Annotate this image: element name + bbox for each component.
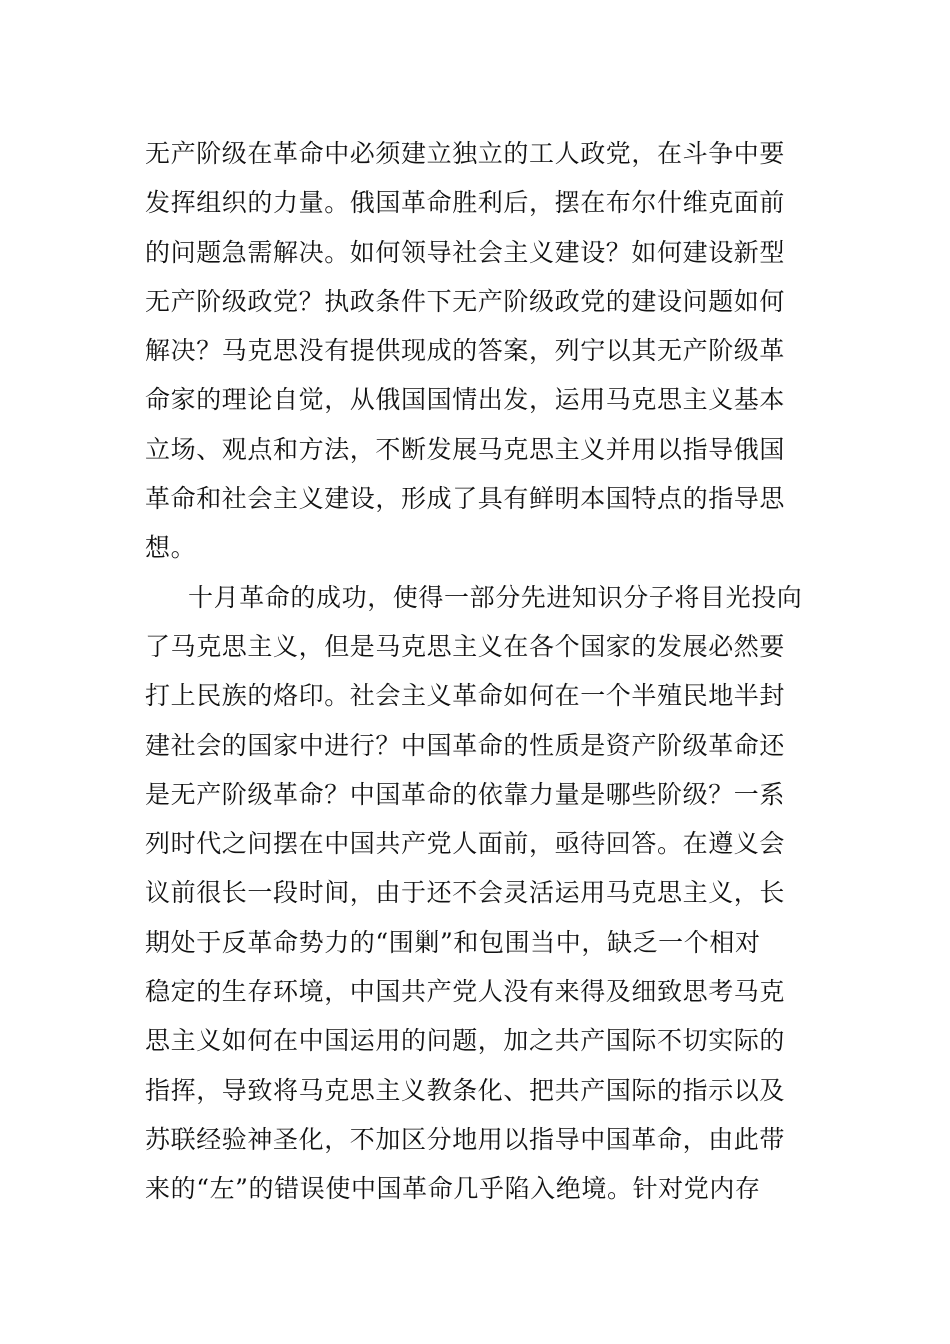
text-line: 解决？马克思没有提供现成的答案，列宁以其无产阶级革 [145,336,786,366]
text-line: 无产阶级在革命中必须建立独立的工人政党，在斗争中要 [145,139,786,168]
text-line: 革命和社会主义建设，形成了具有鲜明本国特点的指导思 [145,484,786,514]
text-line: 立场、观点和方法，不断发展马克思主义并用以指导俄国 [145,434,786,464]
text-line: 建社会的国家中进行？中国革命的性质是资产阶级革命还 [145,730,786,760]
text-line: 议前很长一段时间，由于还不会灵活运用马克思主义，长 [145,878,786,908]
text-line: 发挥组织的力量。俄国革命胜利后，摆在布尔什维克面前 [145,188,786,218]
text-line: 期处于反革命势力的“围剿”和包围当中，缺乏一个相对 [145,927,761,957]
text-line: 思主义如何在中国运用的问题，加之共产国际不切实际的 [145,1026,786,1056]
text-line: 稳定的生存环境，中国共产党人没有来得及细致思考马克 [145,977,786,1007]
body-text [145,129,810,1214]
text-line: 的问题急需解决。如何领导社会主义建设？如何建设新型 [145,237,786,267]
text-line: 列时代之问摆在中国共产党人面前，亟待回答。在遵义会 [145,829,786,859]
text-line: 命家的理论自觉，从俄国国情出发，运用马克思主义基本 [145,385,786,415]
text-line: 来的“左”的错误使中国革命几乎陷入绝境。针对党内存 [145,1174,761,1204]
text-line: 了马克思主义，但是马克思主义在各个国家的发展必然要 [145,631,786,661]
text-line: 指挥，导致将马克思主义教条化、把共产国际的指示以及 [145,1075,786,1105]
text-line: 无产阶级政党？执政条件下无产阶级政党的建设问题如何 [145,286,786,316]
text-line: 苏联经验神圣化，不加区分地用以指导中国革命，由此带 [145,1124,786,1154]
paragraph-start-line: 十月革命的成功，使得一部分先进知识分子将目光投向 [188,582,803,612]
text-line: 想。 [145,533,197,563]
text-line: 打上民族的烙印。社会主义革命如何在一个半殖民地半封 [145,681,786,711]
text-line: 是无产阶级革命？中国革命的依靠力量是哪些阶级？一系 [145,779,786,809]
